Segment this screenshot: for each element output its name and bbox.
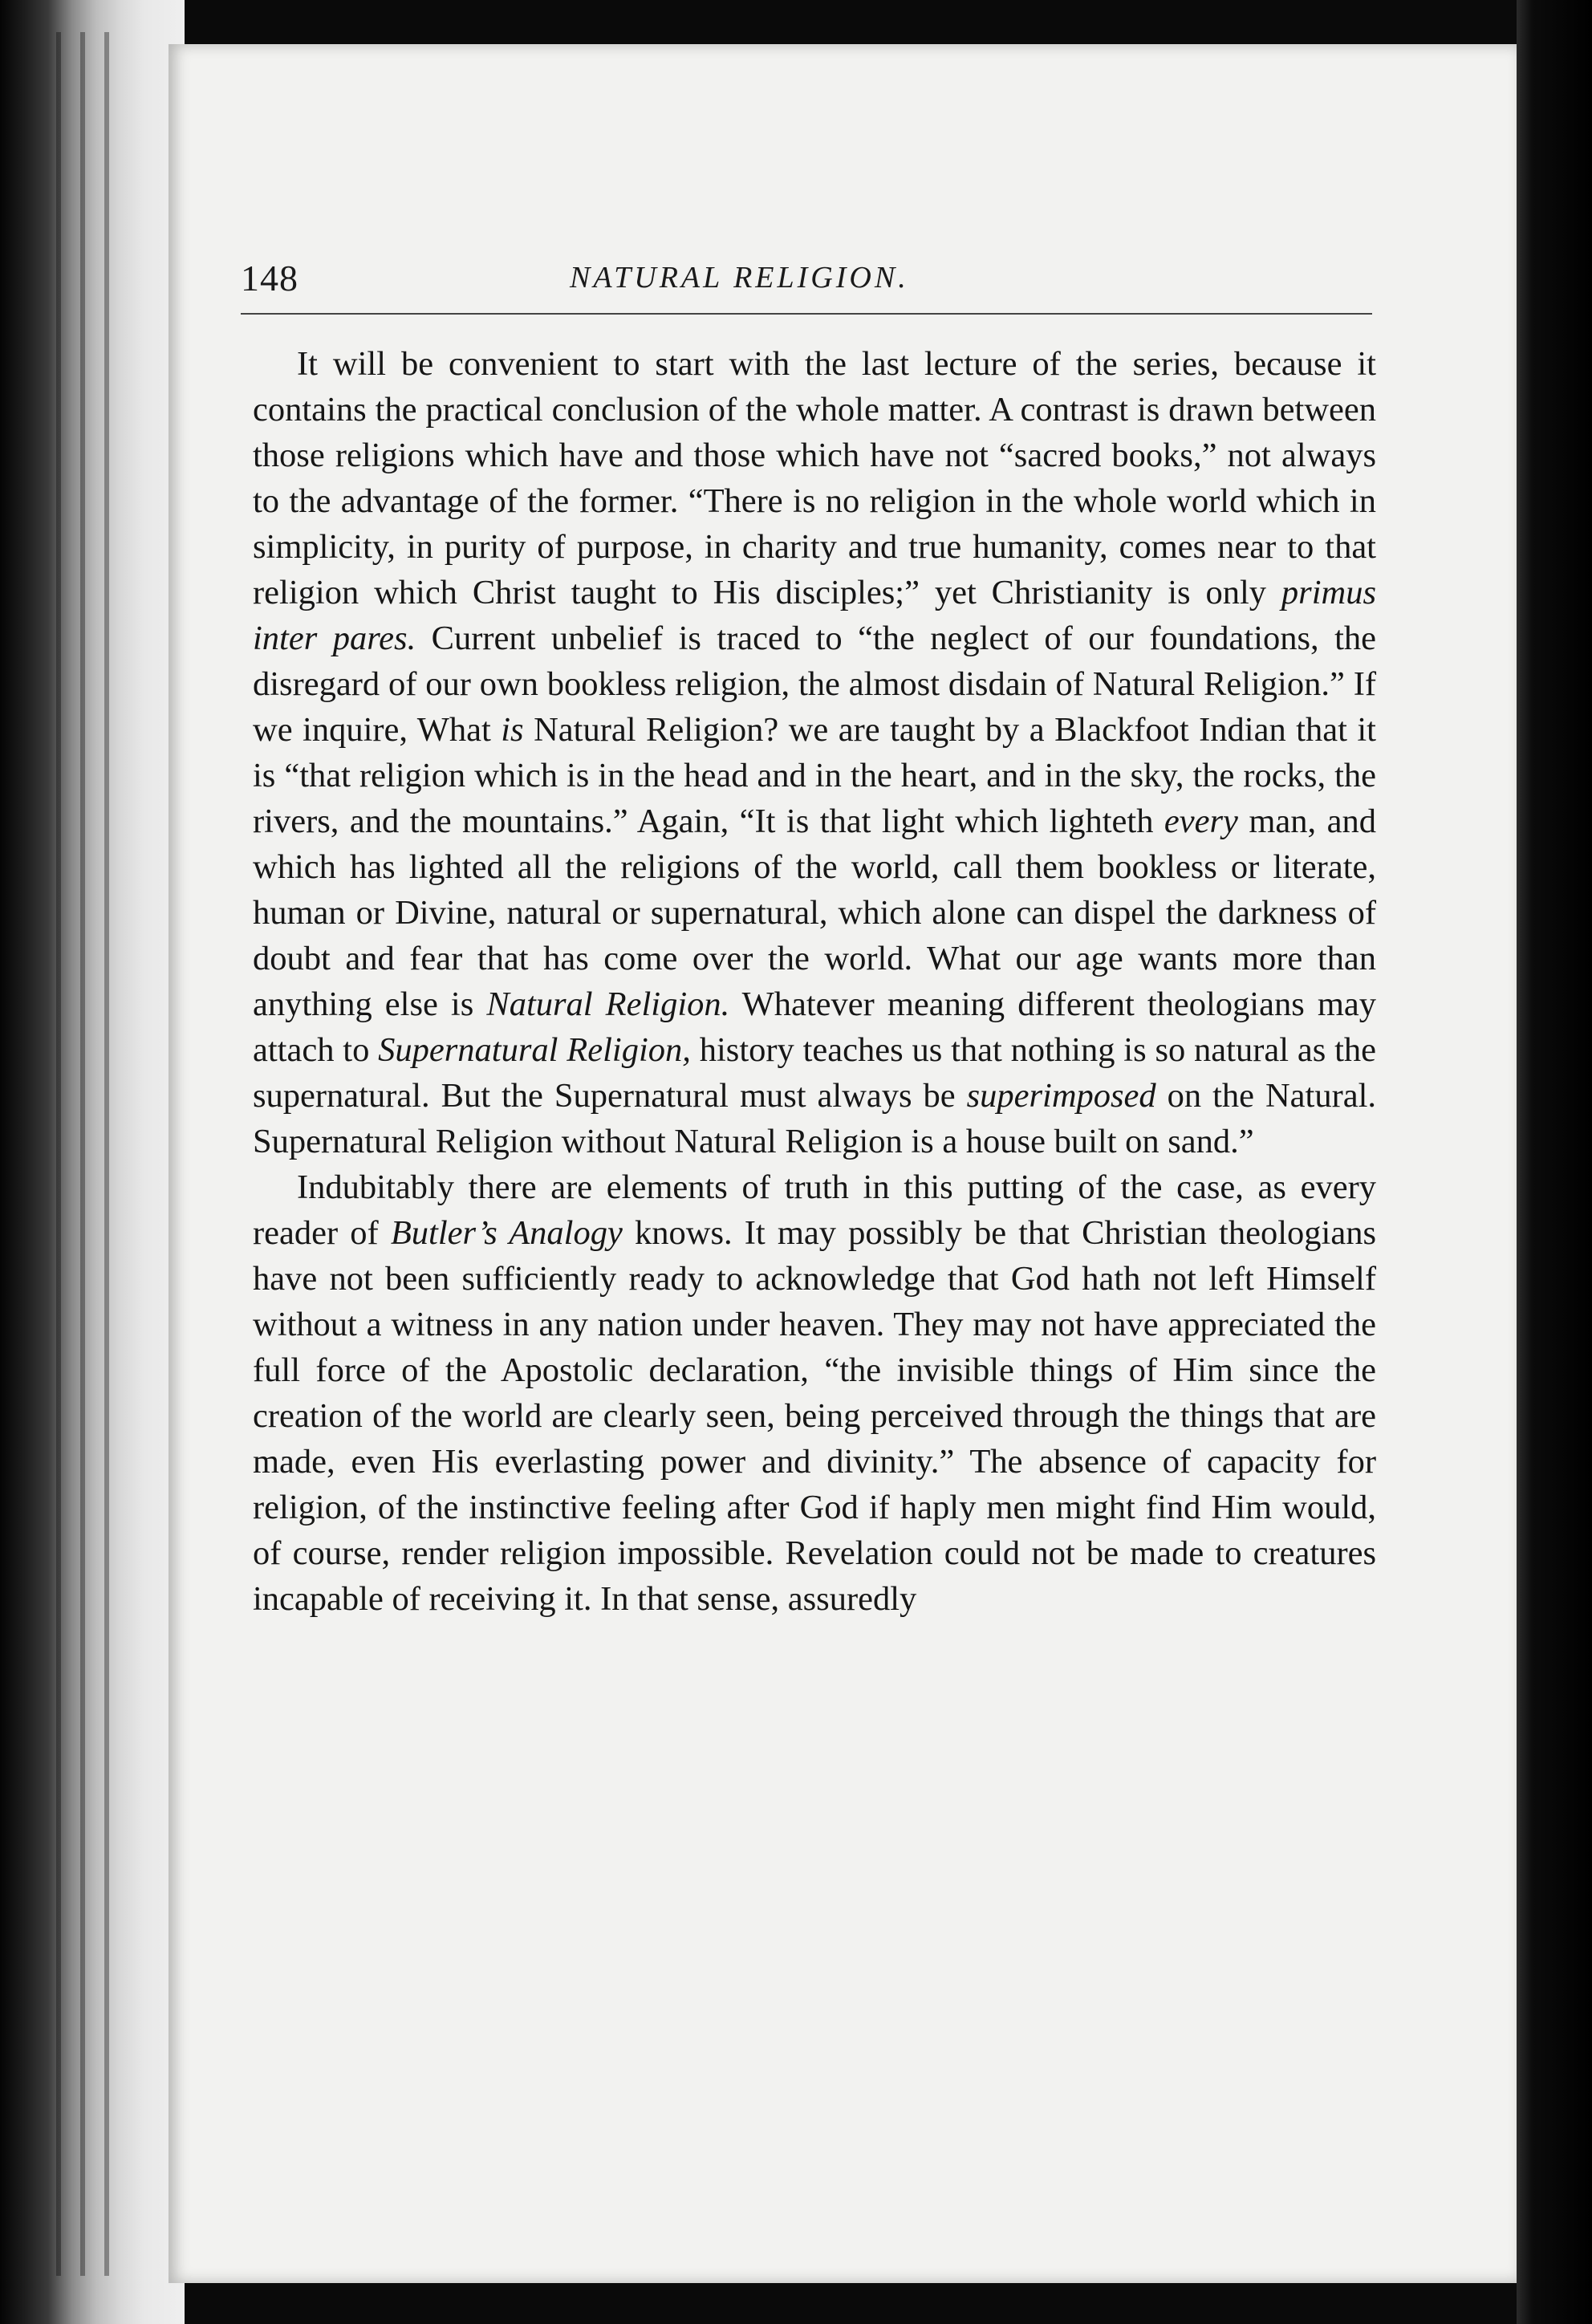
text-segment: knows. It may possibly be that Christian theologians have not been sufficiently ready to acknowledge that God hath not left Himself without a witness in any nation under heaven. They may not have appreciated the full force of the Apostolic declaration, “the invisible things of Him since the creation of the world are clearly seen, being perceived through the things that are made, even His everlasting power and divinity.” The absence of capacity for religion, of the instinctive feeling after God if haply men might find Him would, of course, render religion impossible. Revelation could not be made to creatures incapable of receiving it. In that sense, assuredly [253, 1214, 1376, 1618]
text-segment: Current unbelief is traced to “the neglect of our foundations, the disregard of our own bookless religion, the almost disdain of Natural Religion.” If we inquire, What [253, 620, 1376, 749]
italic-segment: Natural Religion. [486, 985, 730, 1023]
text-segment: Natural Religion? we are taught by a Blackfoot Indian that it is “that religion which is in the head and in the heart, and in the sky, the rocks, the rivers, and the mountains.” Again, “It is that light which lighteth [253, 711, 1376, 840]
paragraph [253, 341, 1376, 1164]
text-segment: man, and which has lighted all the religions of the world, call them bookless or literate, human or Divine, natural or supernatural, which alone can dispel the darkness of doubt and fear that has come over the world. What our age wants more than anything else is [253, 802, 1376, 1023]
body-text [253, 341, 1376, 1622]
text-segment: Whatever meaning different theologians may attach to [253, 985, 1377, 1069]
italic-segment: primus inter pares. [253, 574, 1376, 657]
page-number: 148 [241, 258, 298, 299]
italic-segment: Butler’s Analogy [390, 1214, 623, 1252]
text-segment: history teaches us that nothing is so natural as the supernatural. But the Supernatural must always be [253, 1031, 1377, 1115]
page-header [241, 257, 1372, 315]
running-head: NATURAL RELIGION. [570, 261, 909, 295]
book-right-edge [1517, 0, 1592, 2324]
italic-segment: superimposed [966, 1077, 1156, 1115]
page-stack-edge [0, 0, 185, 2324]
text-segment: on the Natural. Supernatural Religion without Natural Religion is a house built on sand.” [253, 1077, 1377, 1160]
page-edge-line [104, 32, 109, 2276]
paragraph [253, 1164, 1376, 1622]
italic-segment: Supernatural Religion, [378, 1031, 691, 1069]
page-edge-line [80, 32, 85, 2276]
page-edge-line [56, 32, 61, 2276]
text-segment: It will be convenient to start with the last lecture of the series, because it contains the practical conclusion of the whole matter. A contrast is drawn between those religions which have and those which have not “sacred books,” not always to the advantage of the former. “There is no religion in the whole world which in simplicity, in purity of purpose, in charity and true humanity, comes near to that religion which Christ taught to His disciples;” yet Christianity is only [253, 345, 1376, 611]
italic-segment: every [1164, 802, 1238, 840]
italic-segment: is [501, 711, 524, 749]
text-segment: Indubitably there are elements of truth in this putting of the case, as every reader of [253, 1168, 1376, 1252]
